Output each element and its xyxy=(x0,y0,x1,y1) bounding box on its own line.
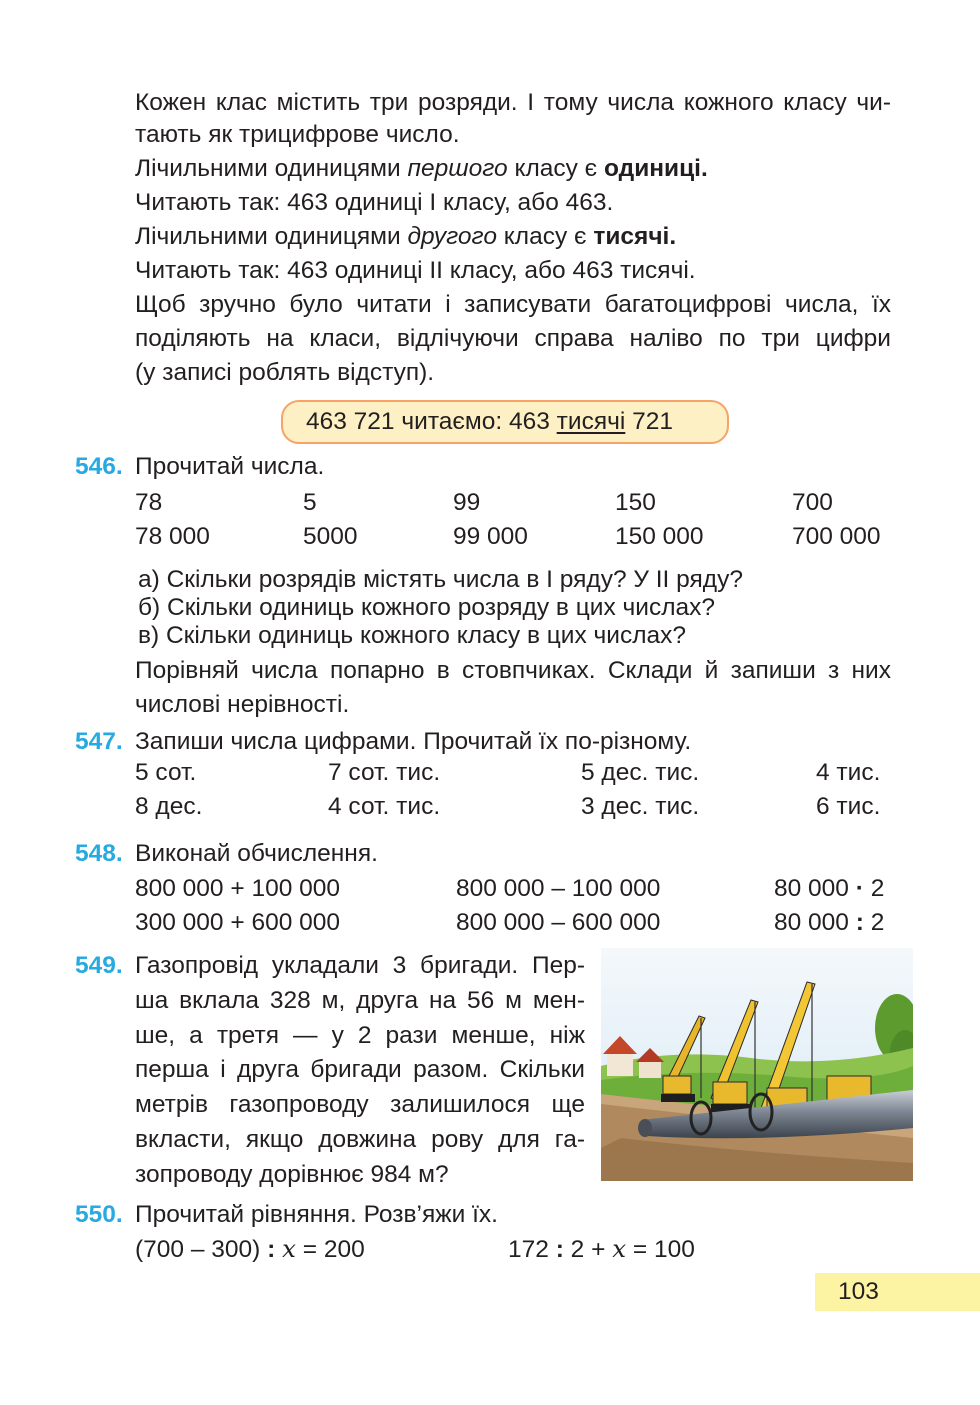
ex546-r1-c5: 700 xyxy=(792,489,833,516)
ex550-equation-1: (700 – 300) : x = 200 xyxy=(135,1234,365,1263)
exercise-547-title: Запиши числа цифрами. Прочитай їх по-різному. xyxy=(135,728,692,755)
ex548-r1-c3: 80 000 · 2 xyxy=(774,875,885,902)
intro-line-6: Читають так: 463 одиниці ІІ класу, або 463 тисячі. xyxy=(135,257,696,284)
ex546-r2-c2: 5000 xyxy=(303,523,358,550)
exercise-548-title: Виконай обчислення. xyxy=(135,840,378,867)
ex547-r1-c1: 5 сот. xyxy=(135,759,197,786)
intro-line-2: тають як трицифрове число. xyxy=(135,121,460,148)
ex549-line-7: зопроводу дорівнює 984 м? xyxy=(135,1160,449,1188)
ex547-r1-c4: 4 тис. xyxy=(816,759,881,786)
ex547-r2-c4: 6 тис. xyxy=(816,793,881,820)
ex547-r1-c2: 7 сот. тис. xyxy=(328,759,441,786)
ex546-question-b: б) Скільки одиниць кожного розряду в цих числах? xyxy=(138,594,716,621)
intro-line-9: (у записі роблять відступ). xyxy=(135,359,435,386)
ex546-r2-c4: 150 000 xyxy=(615,523,704,550)
ex547-r1-c3: 5 дес. тис. xyxy=(581,759,700,786)
intro-line-7: Щоб зручно було читати і записувати багатоцифрові числа, їх xyxy=(135,291,891,318)
ex546-question-c: в) Скільки одиниць кожного класу в цих числах? xyxy=(138,622,687,649)
ex549-line-2: ша вклала 328 м, друга на 56 м мен- xyxy=(135,986,585,1014)
page-number: 103 xyxy=(838,1278,879,1305)
intro-line-1: Кожен клас містить три розряди. І тому числа кожного класу чи- xyxy=(135,89,891,116)
ex548-r2-c1: 300 000 + 600 000 xyxy=(135,909,341,936)
ex550-equation-2: 172 : 2 + x = 100 xyxy=(508,1234,695,1263)
ex549-line-4: перша і друга бригади разом. Скільки xyxy=(135,1056,585,1084)
ex546-r1-c2: 5 xyxy=(303,489,317,516)
ex546-task-line-2: числові нерівності. xyxy=(135,691,350,718)
exercise-546-title: Прочитай числа. xyxy=(135,453,325,480)
ex548-r2-c3: 80 000 : 2 xyxy=(774,909,885,936)
exercise-number-548: 548. xyxy=(75,840,123,867)
intro-line-5: Лічильними одиницями другого класу є тисячі. xyxy=(135,223,677,250)
ex549-line-3: ше, а третя — у 2 рази менше, ніж xyxy=(135,1021,585,1049)
ex546-r1-c4: 150 xyxy=(615,489,656,516)
exercise-number-547: 547. xyxy=(75,728,123,755)
ex549-line-6: вкласти, якщо довжина рову для га- xyxy=(135,1126,585,1153)
ex546-r1-c3: 99 xyxy=(453,489,481,516)
ex546-task-line-1: Порівняй числа попарно в стовпчиках. Склади й запиши з них xyxy=(135,657,891,684)
page-number-tab xyxy=(815,1273,980,1311)
ex546-question-a: а) Скільки розрядів містять числа в І ряду? У ІІ ряду? xyxy=(138,566,743,593)
exercise-number-550: 550. xyxy=(75,1201,123,1228)
ex546-r2-c3: 99 000 xyxy=(453,523,528,550)
intro-line-3: Лічильними одиницями першого класу є одиниці. xyxy=(135,155,708,182)
intro-line-8: поділяють на класи, відлічуючи справа наліво по три цифри xyxy=(135,325,891,352)
ex548-r2-c2: 800 000 – 600 000 xyxy=(456,909,661,936)
ex547-r2-c3: 3 дес. тис. xyxy=(581,793,700,820)
pipeline-construction-illustration xyxy=(601,948,913,1181)
intro-line-4: Читають так: 463 одиниці І класу, або 463. xyxy=(135,189,614,216)
exercise-number-546: 546. xyxy=(75,453,123,480)
ex546-r2-c5: 700 000 xyxy=(792,523,881,550)
ex546-r2-c1: 78 000 xyxy=(135,523,210,550)
ex549-line-1: Газопровід укладали 3 бригади. Пер- xyxy=(135,952,585,979)
ex549-line-5: метрів газопроводу залишилося ще xyxy=(135,1091,585,1119)
ex547-r2-c1: 8 дес. xyxy=(135,793,203,820)
ex548-r1-c2: 800 000 – 100 000 xyxy=(456,875,661,902)
ex548-r1-c1: 800 000 + 100 000 xyxy=(135,875,341,902)
rule-text: 463 721 читаємо: 463 тисячі 721 xyxy=(306,408,673,435)
ex546-r1-c1: 78 xyxy=(135,489,163,516)
exercise-number-549: 549. xyxy=(75,952,123,979)
exercise-550-title: Прочитай рівняння. Розв’яжи їх. xyxy=(135,1201,498,1228)
ex547-r2-c2: 4 сот. тис. xyxy=(328,793,441,820)
